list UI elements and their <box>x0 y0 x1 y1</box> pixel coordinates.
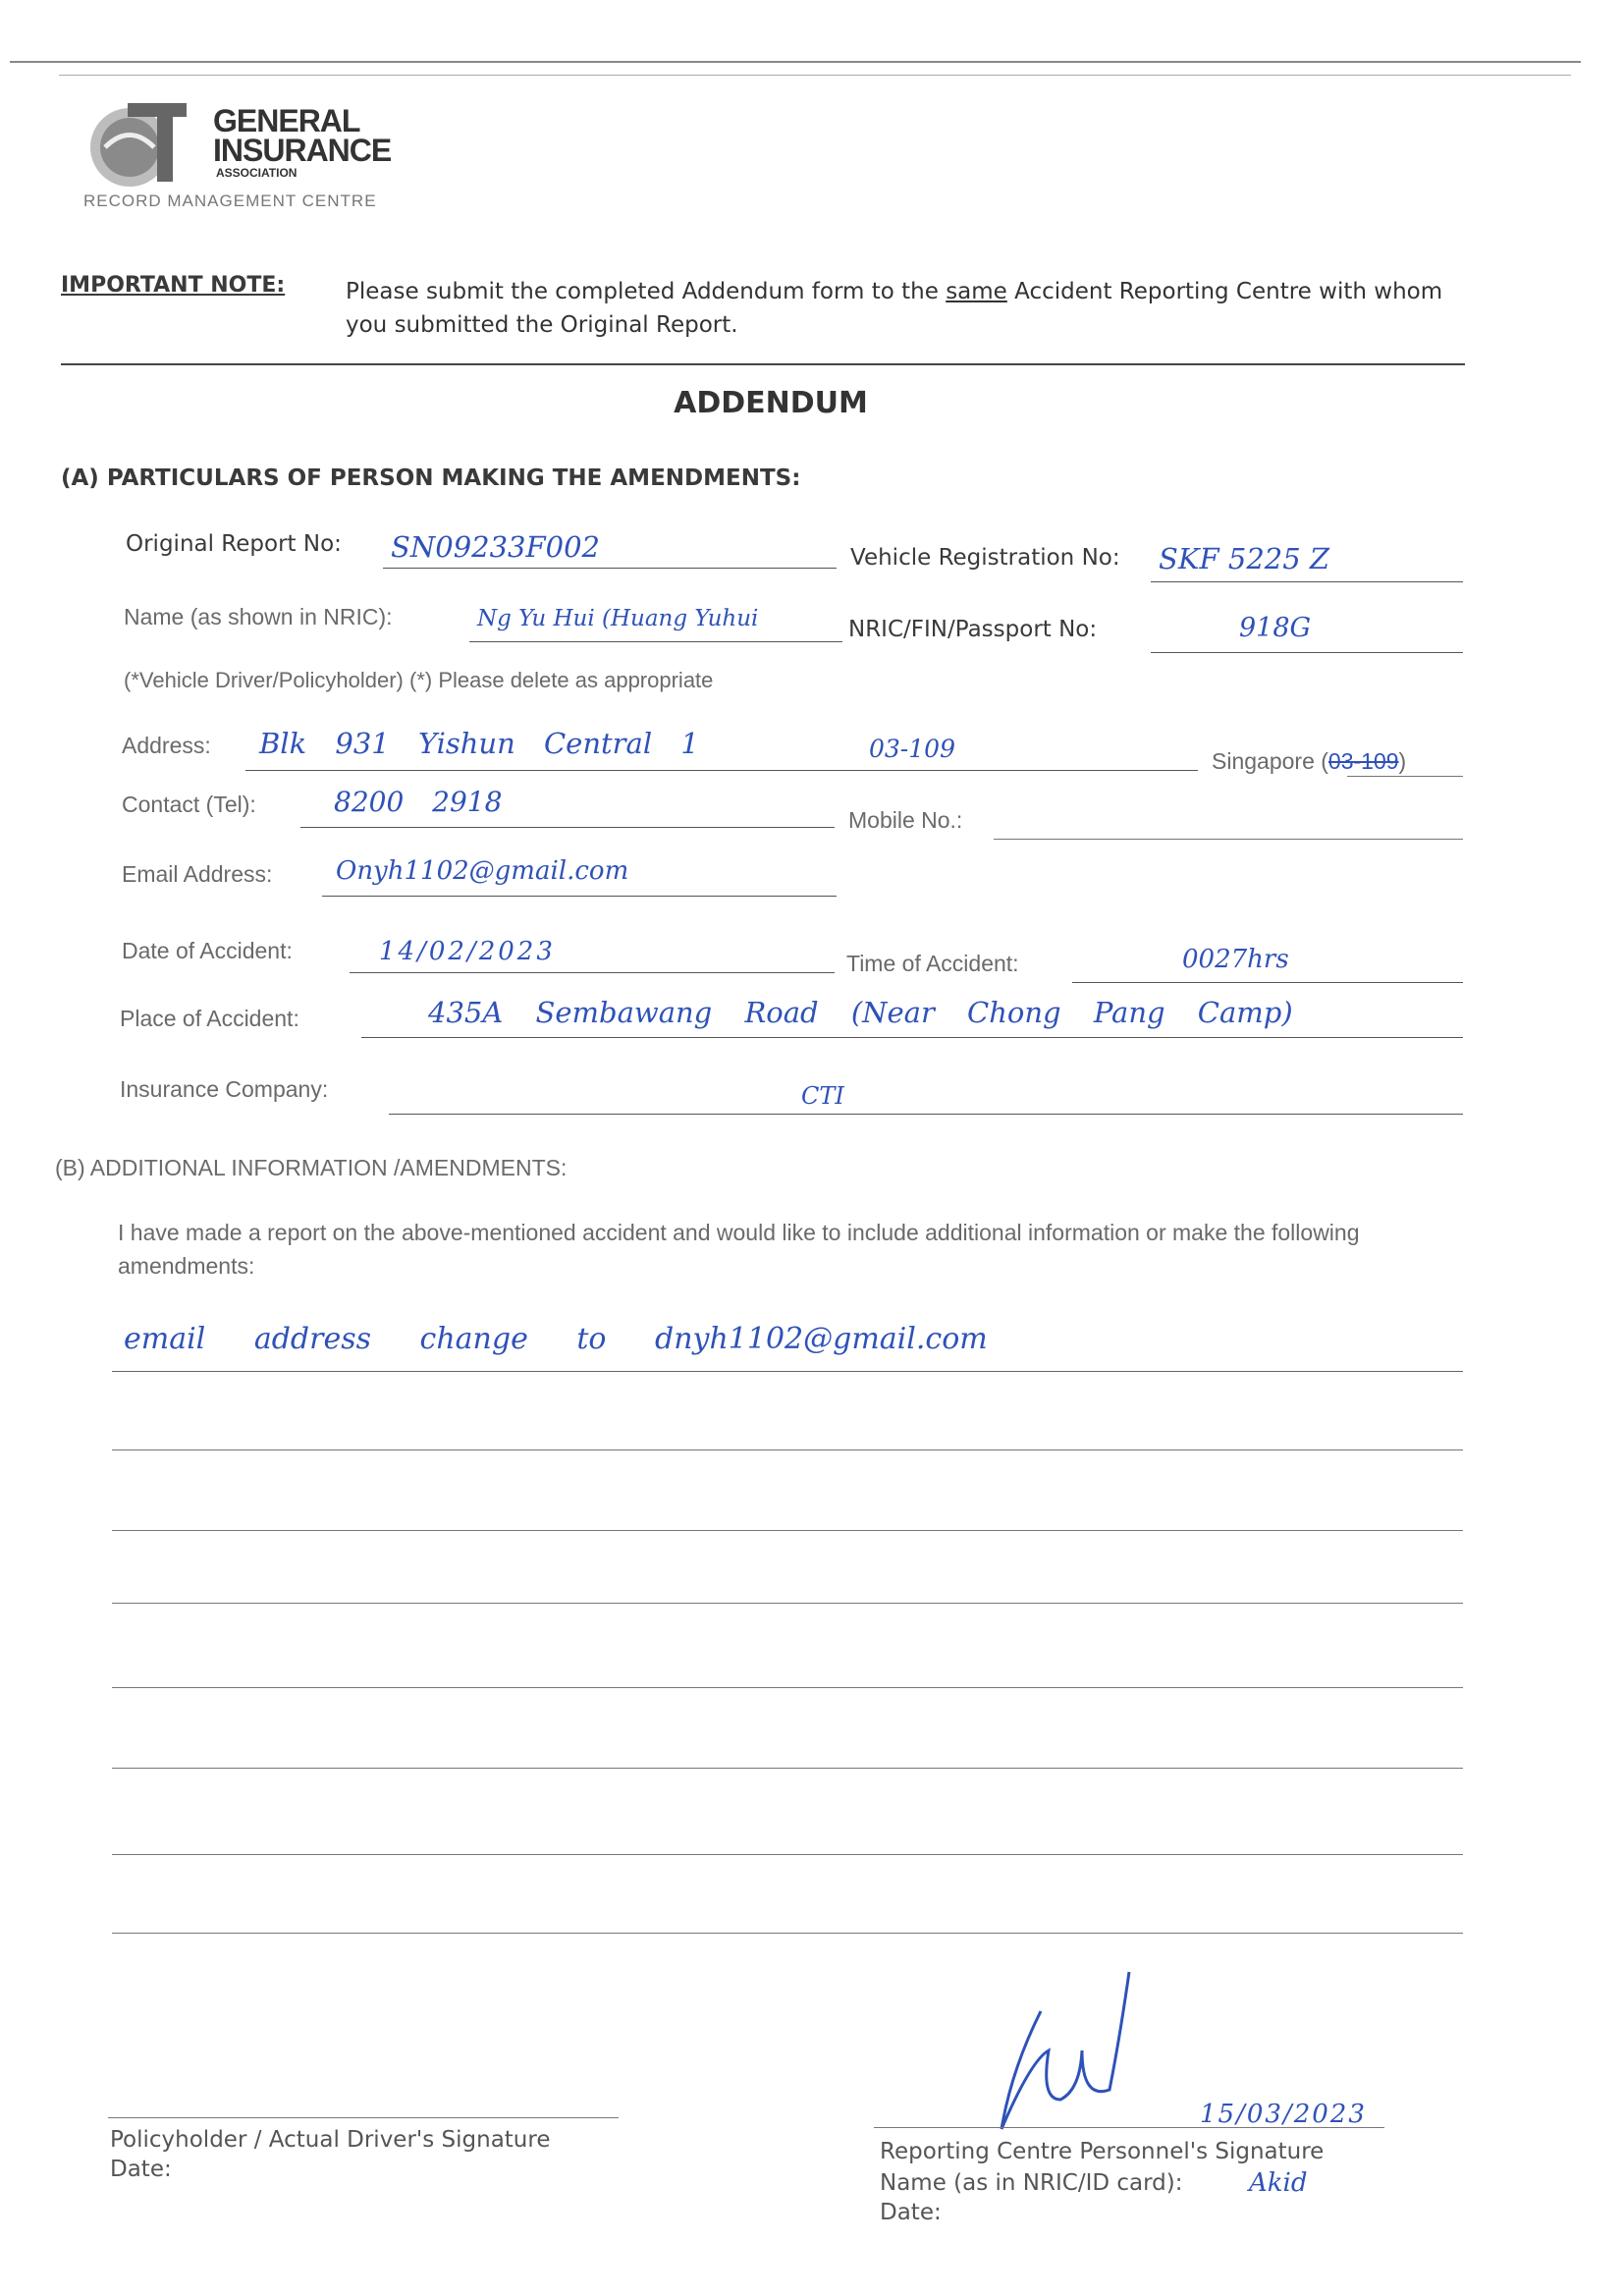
note-divider <box>61 363 1465 365</box>
singapore-label <box>1212 748 1406 775</box>
amendment-line <box>112 1933 1463 1934</box>
insurance-label: Insurance Company: <box>120 1076 329 1102</box>
left-date-label: Date: <box>110 2157 172 2182</box>
vehicle-value: SKF 5225 Z <box>1159 542 1330 575</box>
right-name-value: Akid <box>1249 2168 1308 2198</box>
unit-value: 03-109 <box>869 735 955 763</box>
address-field <box>245 727 1198 771</box>
amendment-line <box>112 1530 1463 1531</box>
contact-label: Contact (Tel): <box>122 792 256 817</box>
mobile-label: Mobile No.: <box>848 807 963 833</box>
logo-line4: RECORD MANAGEMENT CENTRE <box>83 191 377 210</box>
important-note-label: IMPORTANT NOTE: <box>61 273 286 298</box>
nric-field <box>1151 611 1463 653</box>
singapore-text: Singapore ( <box>1212 748 1328 774</box>
nric-label: NRIC/FIN/Passport No: <box>848 617 1098 642</box>
address-value: Blk 931 Yishun Central 1 <box>259 727 699 760</box>
amendment-line <box>112 1768 1463 1769</box>
amendment-value: email address change to dnyh1102@gmail.com <box>124 1322 988 1356</box>
amendment-line <box>112 1687 1463 1688</box>
singapore-close: ) <box>1398 748 1407 774</box>
right-date-label: Date: <box>880 2200 942 2225</box>
report-no-label: Original Report No: <box>126 531 342 557</box>
name-field <box>469 604 842 642</box>
nric-value: 918G <box>1239 613 1312 643</box>
date-accident-label: Date of Accident: <box>122 938 293 963</box>
section-b-intro: I have made a report on the above-mentioned accident and would like to include additional information or make the following amendments: <box>118 1220 1360 1279</box>
email-value: Onyh1102@gmail.com <box>336 856 629 886</box>
place-accident-field <box>361 994 1463 1038</box>
time-accident-field <box>1072 941 1463 983</box>
vehicle-field <box>1151 540 1463 582</box>
right-name-label: Name (as in NRIC/ID card): <box>880 2170 1183 2196</box>
amendment-line-1 <box>112 1322 1463 1372</box>
right-signature-label: Reporting Centre Personnel's Signature <box>880 2139 1325 2164</box>
mobile-underline <box>994 839 1463 840</box>
insurance-field <box>389 1072 1463 1115</box>
important-note-text <box>346 275 1465 342</box>
place-accident-value: 435A Sembawang Road (Near Chong Pang Camp) <box>428 996 1293 1029</box>
contact-field <box>300 786 835 828</box>
reporting-officer-signature-icon <box>972 1962 1168 2139</box>
gia-logo <box>81 93 414 221</box>
contact-value: 8200 2918 <box>334 786 503 818</box>
name-label: Name (as shown in NRIC): <box>124 604 393 629</box>
right-date-value: 15/03/2023 <box>1200 2100 1367 2129</box>
time-accident-label: Time of Accident: <box>846 951 1019 976</box>
note-text-a: Please submit the completed Addendum form to the <box>346 279 947 304</box>
scan-edge-line <box>10 61 1581 63</box>
name-value: Ng Yu Hui (Huang Yuhui <box>477 606 759 631</box>
role-note: (*Vehicle Driver/Policyholder) (*) Please delete as appropriate <box>124 668 714 692</box>
amendment-line <box>112 1603 1463 1604</box>
date-accident-field <box>350 933 835 973</box>
email-label: Email Address: <box>122 861 273 887</box>
scan-edge-line <box>59 75 1571 76</box>
date-accident-value: 14/02/2023 <box>379 937 556 966</box>
place-accident-label: Place of Accident: <box>120 1006 299 1031</box>
gia-emblem-icon <box>81 93 208 191</box>
insurance-value: CTI <box>801 1082 844 1110</box>
logo-line3: ASSOCIATION <box>216 166 298 180</box>
vehicle-label: Vehicle Registration No: <box>850 545 1120 571</box>
time-accident-value: 0027hrs <box>1182 945 1289 974</box>
left-signature-line <box>108 2117 619 2118</box>
email-field <box>322 852 837 897</box>
amendment-line <box>112 1449 1463 1450</box>
report-no-value: SN09233F002 <box>391 530 600 564</box>
note-text-b: Accident Reporting Centre with whom you submitted the Original Report. <box>346 279 1443 338</box>
left-signature-label: Policyholder / Actual Driver's Signature <box>110 2127 551 2153</box>
note-text-same: same <box>946 279 1007 304</box>
amendment-line <box>112 1854 1463 1855</box>
section-a-heading: (A) PARTICULARS OF PERSON MAKING THE AMENDMENTS: <box>61 465 801 491</box>
address-label: Address: <box>122 733 211 758</box>
logo-line2: INSURANCE <box>213 133 392 168</box>
section-b-heading: (B) ADDITIONAL INFORMATION /AMENDMENTS: <box>55 1155 568 1180</box>
singapore-struck-value: 03-109 <box>1327 748 1399 774</box>
singapore-underline <box>1347 776 1463 777</box>
report-no-field <box>383 530 837 569</box>
page-title: ADDENDUM <box>674 386 868 420</box>
logo-line1: GENERAL <box>213 103 360 138</box>
